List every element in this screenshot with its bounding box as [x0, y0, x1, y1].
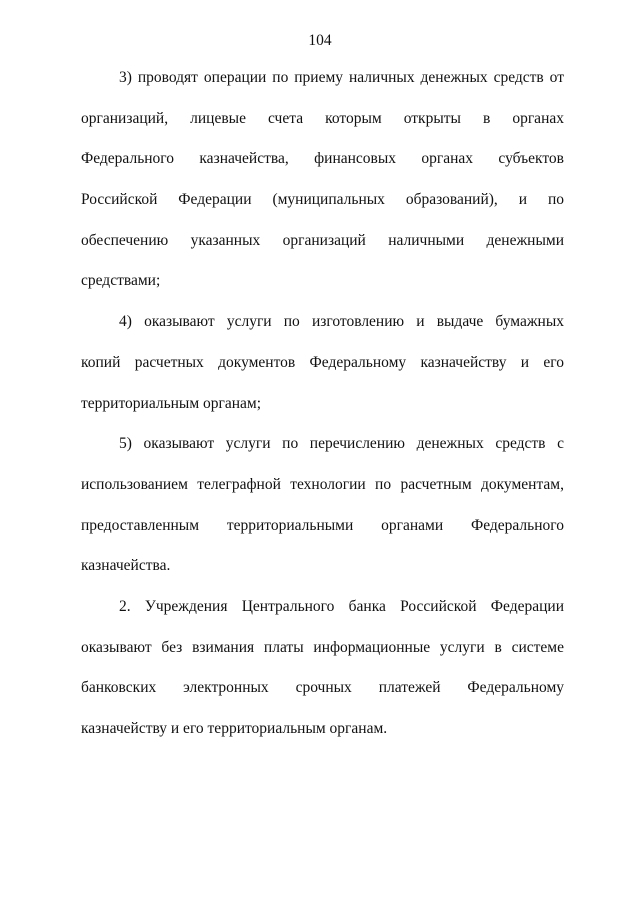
text-line: предоставленным территориальными органами Федерального	[81, 516, 564, 534]
text-line: 2. Учреждения Центрального банка Российской Федерации	[119, 597, 564, 615]
paragraph-section-2	[81, 597, 564, 760]
text-line: казначейства.	[81, 557, 171, 575]
page-number: 104	[308, 32, 332, 49]
text-line: 4) оказывают услуги по изготовлению и выдаче бумажных	[119, 313, 564, 331]
text-line: копий расчетных документов Федеральному казначейству и его	[81, 353, 564, 371]
text-line: Российской Федерации (муниципальных образований), и по	[81, 191, 564, 209]
document-body	[81, 68, 564, 760]
text-line: Федерального казначейства, финансовых органах субъектов	[81, 150, 564, 168]
paragraph-item-3	[81, 68, 564, 312]
text-line: средствами;	[81, 272, 161, 290]
paragraph-item-4	[81, 312, 564, 434]
text-line: использованием телеграфной технологии по расчетным документам,	[81, 475, 564, 493]
paragraph-item-5	[81, 434, 564, 597]
text-line: организаций, лицевые счета которым открыты в органах	[81, 109, 564, 127]
text-line: банковских электронных срочных платежей Федеральному	[81, 679, 564, 697]
text-line: 5) оказывают услуги по перечислению денежных средств с	[119, 435, 564, 453]
text-line: казначейству и его территориальным органам.	[81, 720, 388, 737]
text-line: обеспечению указанных организаций наличными денежными	[81, 231, 564, 249]
text-line: оказывают без взимания платы информационные услуги в системе	[81, 638, 564, 656]
text-line: 3) проводят операции по приему наличных денежных средств от	[119, 69, 564, 86]
text-line: территориальным органам;	[81, 394, 262, 412]
